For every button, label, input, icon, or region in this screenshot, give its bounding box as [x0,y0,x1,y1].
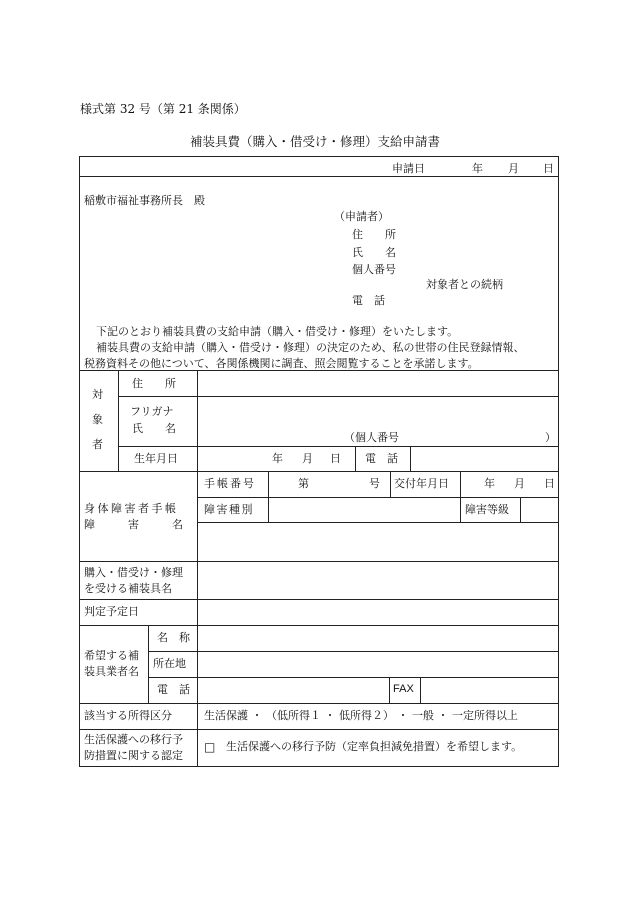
vendor-label-1: 希望する補 [84,649,139,662]
birth-month: 月 [302,452,313,465]
applicant-id-label: 個人番号 [352,263,396,276]
statement-line-2: 補装具費の支給申請（購入・借受け・修理）の決定のため、私の世帯の住民登録情報、 [96,341,525,354]
subject-label-3: 者 [92,438,103,451]
statement-line-1: 下記のとおり補装具費の支給申請（購入・借受け・修理）をいたします。 [96,325,459,338]
transition-label-2: 防措置に関する認定 [84,749,183,762]
vendor-name-label: 名 称 [157,631,190,644]
vendor-fax-label: FAX [393,683,414,695]
addressee: 稲敷市福祉事務所長 殿 [84,194,205,207]
subject-id-close: ） [545,431,556,444]
subject-phone-label: 電 話 [365,452,398,465]
income-options: 生活保護 ・ （低所得１ ・ 低所得２） ・ 一般 ・ 一定所得以上 [204,709,518,722]
issue-year: 年 [484,477,495,490]
transition-text: 生活保護への移行予防（定率負担減免措置）を希望します。 [226,740,523,753]
date-day: 日 [543,162,554,175]
form-title: 補装具費（購入・借受け・修理）支給申請書 [189,134,440,149]
statement-line-3: 税務資料その他について、各関係機関に調査、照会閲覧することを承諾します。 [84,357,479,370]
transition-label-1: 生活保護への移行予 [84,733,183,746]
vendor-location-label: 所在地 [153,657,186,670]
income-label: 該当する所得区分 [84,709,172,722]
birthdate-label: 生年月日 [134,452,178,465]
applicant-relation-label: 対象者との続柄 [426,278,503,291]
vendor-label-2: 装具業者名 [84,665,139,678]
date-year: 年 [472,162,483,175]
subject-label-1: 対 [92,388,103,401]
subject-address-label: 住 所 [132,377,176,390]
applicant-name-label: 氏 名 [352,246,396,259]
book-dai: 第 [298,477,309,490]
birth-day: 日 [330,452,341,465]
subject-id-label: （個人番号 [344,431,399,444]
disability-name-label: 障 害 名 [84,518,183,531]
device-label-2: を受ける補装具名 [84,582,172,595]
applicant-phone-label: 電 話 [352,294,385,307]
issue-month: 月 [514,477,525,490]
book-number-label: 手帳番号 [204,477,256,490]
device-label-1: 購入・借受け・修理 [84,566,183,579]
form-number: 様式第 32 号（第 21 条関係） [80,102,246,116]
date-month: 月 [508,162,519,175]
issue-date-label: 交付年月日 [394,477,449,490]
subject-label-2: 象 [92,413,103,426]
applicant-heading: （申請者） [334,210,389,223]
applicant-address-label: 住 所 [352,228,396,241]
disability-type-label: 障害種別 [204,503,254,516]
book-go: 号 [369,477,380,490]
transition-checkbox[interactable]: □ [204,740,216,754]
issue-day: 日 [544,477,555,490]
birth-year: 年 [272,452,283,465]
application-date-label: 申請日 [392,162,425,175]
disability-grade-label: 障害等級 [465,503,509,516]
judgement-date-label: 判定予定日 [84,605,139,618]
handbook-label: 身体障害者手帳 [84,502,179,515]
subject-furigana-label: フリガナ [130,405,174,418]
vendor-phone-label: 電 話 [157,683,190,696]
subject-name-label: 氏 名 [132,422,176,435]
